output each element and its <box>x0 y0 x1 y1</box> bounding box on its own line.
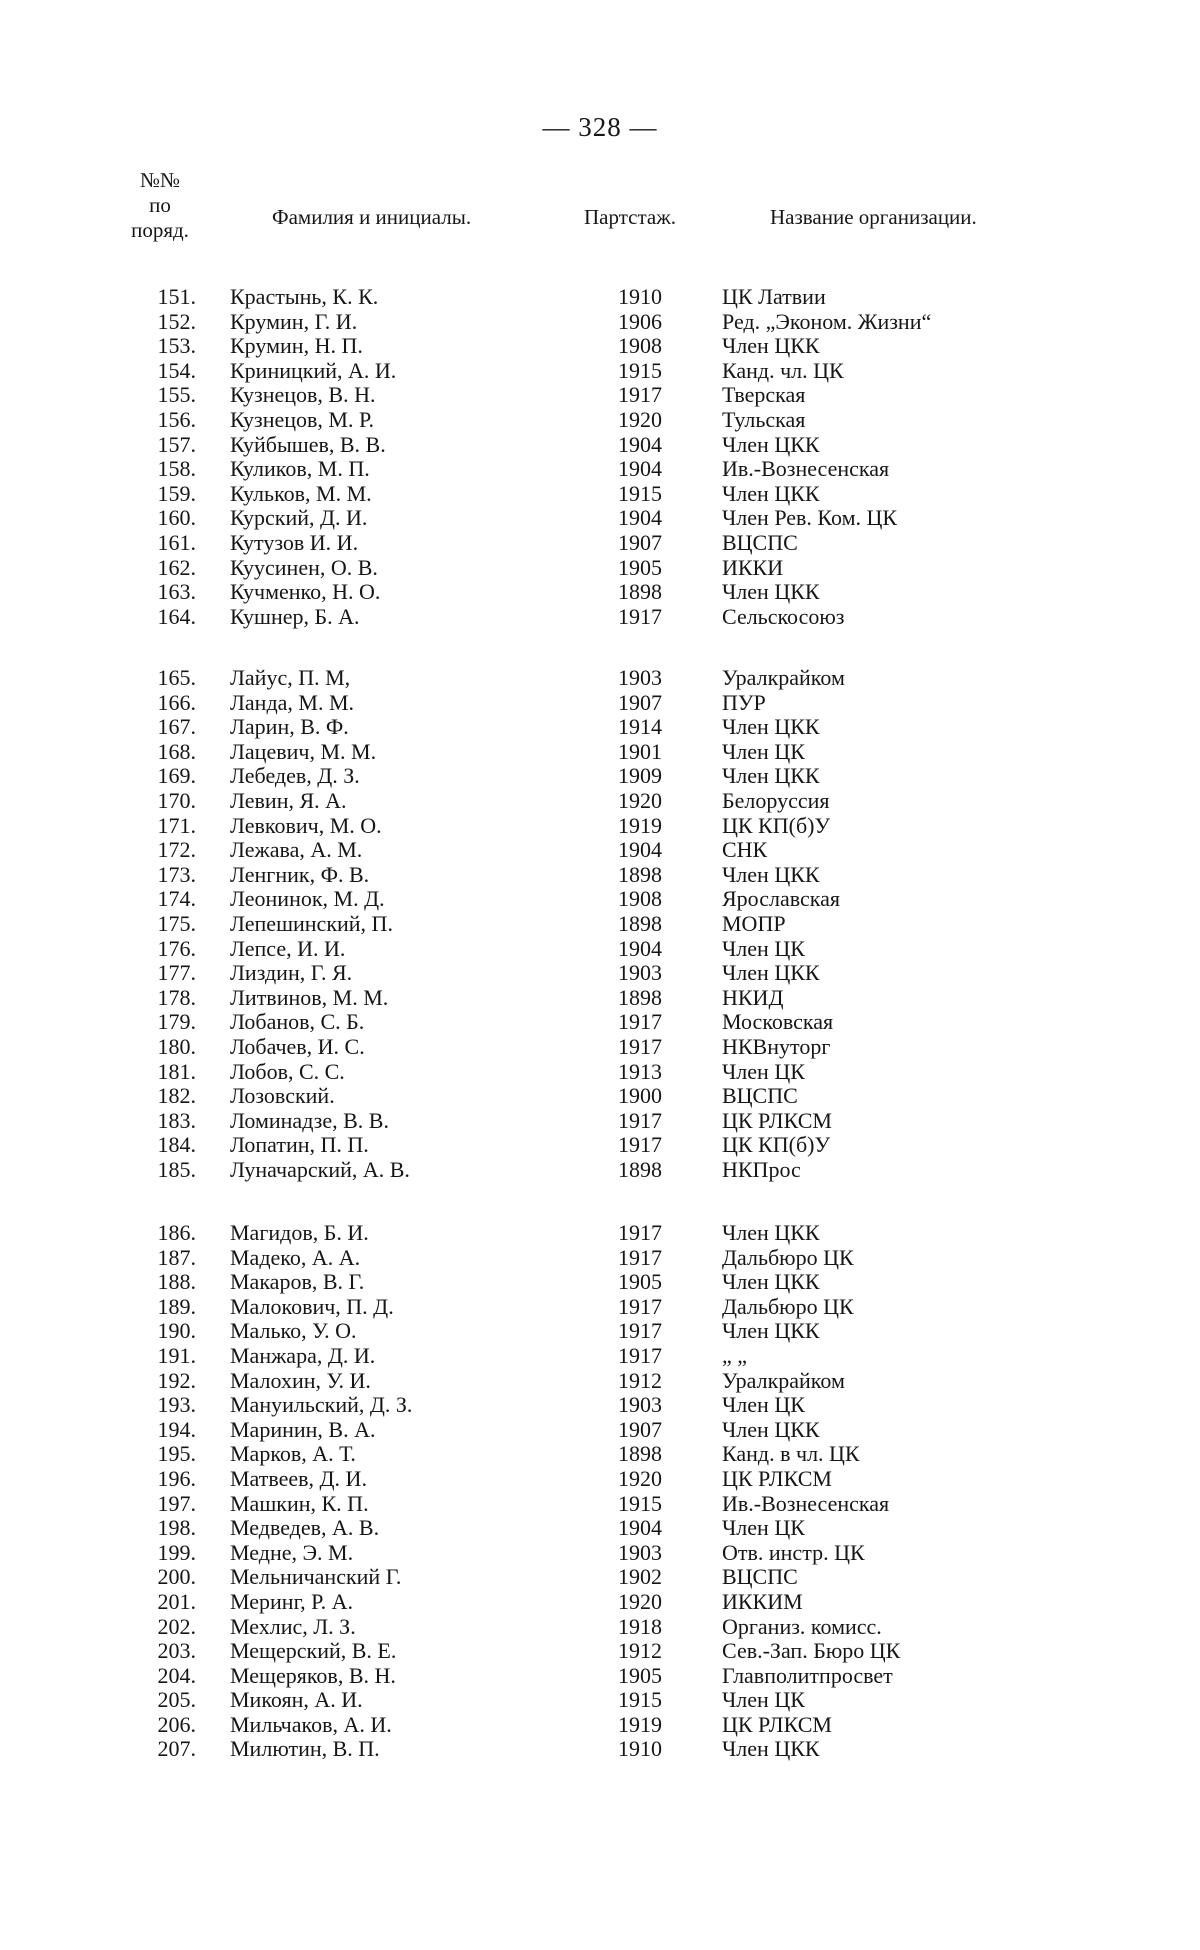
row-number: 182. <box>157 1083 196 1109</box>
header-number-line3: поряд. <box>131 218 189 242</box>
row-year: 1917 <box>618 1293 662 1319</box>
row-organization: Член ЦКК <box>722 1416 820 1442</box>
row-year: 1903 <box>618 1539 662 1565</box>
table-row <box>0 1369 1200 1394</box>
row-name: Меринг, Р. А. <box>230 1588 353 1614</box>
row-name: Литвинов, М. М. <box>230 984 389 1010</box>
page-number: — 328 — <box>542 112 658 142</box>
row-year: 1918 <box>618 1613 662 1639</box>
row-year: 1917 <box>618 1220 662 1245</box>
row-organization: ИККИМ <box>722 1588 803 1614</box>
table-row <box>0 1158 1200 1183</box>
header-name-column: Фамилия и инициалы. <box>272 205 472 229</box>
row-number: 166. <box>157 689 196 715</box>
table-row <box>0 1590 1200 1615</box>
table-row <box>0 605 1200 630</box>
row-organization: ВЦСПС <box>722 1564 798 1590</box>
row-name: Кучменко, Н. О. <box>230 579 381 605</box>
table-row <box>0 1010 1200 1035</box>
table-row <box>0 1084 1200 1109</box>
row-organization: СНК <box>722 837 768 863</box>
row-name: Леонинок, М. Д. <box>230 886 385 912</box>
row-name: Кузнецов, В. Н. <box>230 382 376 408</box>
row-organization: Сельскосоюз <box>722 603 845 629</box>
row-number: 162. <box>157 554 196 580</box>
row-year: 1920 <box>618 787 662 813</box>
row-year: 1905 <box>618 1269 662 1295</box>
row-organization: Тульская <box>722 406 806 432</box>
row-number: 168. <box>157 738 196 764</box>
row-number: 185. <box>157 1156 196 1182</box>
row-year: 1903 <box>618 960 662 986</box>
row-number: 189. <box>157 1293 196 1319</box>
row-number: 159. <box>157 480 196 506</box>
table-row <box>0 1492 1200 1517</box>
row-name: Крумин, Н. П. <box>230 333 363 359</box>
row-organization: Белоруссия <box>722 787 830 813</box>
table-row <box>0 715 1200 740</box>
row-organization: ЦК РЛКСМ <box>722 1711 832 1737</box>
table-row <box>0 482 1200 507</box>
table-row <box>0 310 1200 335</box>
row-year: 1898 <box>618 1156 662 1182</box>
row-organization: Член ЦКК <box>722 480 820 506</box>
row-number: 153. <box>157 333 196 359</box>
row-number: 169. <box>157 763 196 789</box>
row-name: Магидов, Б. И. <box>230 1220 369 1245</box>
row-year: 1917 <box>618 1009 662 1035</box>
row-name: Мельничанский Г. <box>230 1564 402 1590</box>
row-year: 1904 <box>618 1515 662 1541</box>
row-number: 193. <box>157 1392 196 1418</box>
table-row <box>0 457 1200 482</box>
row-name: Манжара, Д. И. <box>230 1342 376 1368</box>
row-organization: НКВнуторг <box>722 1033 831 1059</box>
row-number: 176. <box>157 935 196 961</box>
row-year: 1915 <box>618 480 662 506</box>
row-number: 181. <box>157 1058 196 1084</box>
row-name: Лацевич, М. М. <box>230 738 377 764</box>
row-number: 170. <box>157 787 196 813</box>
row-number: 172. <box>157 837 196 863</box>
row-number: 207. <box>157 1736 196 1762</box>
row-year: 1910 <box>618 1736 662 1762</box>
table-row <box>0 691 1200 716</box>
row-year: 1920 <box>618 406 662 432</box>
row-name: Курский, Д. И. <box>230 505 368 531</box>
row-name: Малохин, У. И. <box>230 1367 371 1393</box>
row-name: Мещерский, В. Е. <box>230 1638 397 1664</box>
row-name: Лайус, П. М, <box>230 665 351 690</box>
row-year: 1905 <box>618 1662 662 1688</box>
row-year: 1915 <box>618 357 662 383</box>
row-year: 1917 <box>618 1318 662 1344</box>
row-name: Ленгник, Ф. В. <box>230 861 370 887</box>
row-organization: ИККИ <box>722 554 784 580</box>
row-organization: ЦК Латвии <box>722 284 826 309</box>
row-name: Куусинен, О. В. <box>230 554 378 580</box>
row-organization: Член ЦК <box>722 1392 805 1418</box>
row-organization: Ред. „Эконом. Жизни“ <box>722 308 932 334</box>
row-name: Крумин, Г. И. <box>230 308 358 334</box>
table-row <box>0 433 1200 458</box>
row-name: Лебедев, Д. З. <box>230 763 360 789</box>
row-year: 1917 <box>618 1342 662 1368</box>
section-k <box>0 285 1200 629</box>
row-number: 184. <box>157 1132 196 1158</box>
row-name: Матвеев, Д. И. <box>230 1465 367 1491</box>
row-organization: Отв. инстр. ЦК <box>722 1539 865 1565</box>
row-number: 156. <box>157 406 196 432</box>
row-year: 1920 <box>618 1465 662 1491</box>
row-year: 1901 <box>618 738 662 764</box>
row-number: 151. <box>157 284 196 309</box>
row-name: Лепсе, И. И. <box>230 935 346 961</box>
row-organization: Член ЦК <box>722 1515 805 1541</box>
table-row <box>0 1060 1200 1085</box>
row-year: 1915 <box>618 1490 662 1516</box>
table-row <box>0 580 1200 605</box>
row-name: Лопатин, П. П. <box>230 1132 369 1158</box>
row-organization: ВЦСПС <box>722 529 798 555</box>
table-row <box>0 1109 1200 1134</box>
row-number: 190. <box>157 1318 196 1344</box>
row-number: 186. <box>157 1220 196 1245</box>
row-year: 1917 <box>618 1132 662 1158</box>
row-year: 1910 <box>618 284 662 309</box>
table-row <box>0 1035 1200 1060</box>
row-year: 1914 <box>618 714 662 740</box>
row-number: 198. <box>157 1515 196 1541</box>
row-year: 1913 <box>618 1058 662 1084</box>
row-organization: Член ЦК <box>722 738 805 764</box>
row-name: Левин, Я. А. <box>230 787 347 813</box>
row-number: 174. <box>157 886 196 912</box>
row-year: 1906 <box>618 308 662 334</box>
table-row <box>0 1133 1200 1158</box>
row-organization: ВЦСПС <box>722 1083 798 1109</box>
row-number: 155. <box>157 382 196 408</box>
row-number: 192. <box>157 1367 196 1393</box>
table-row <box>0 1737 1200 1762</box>
row-organization: ЦК КП(б)У <box>722 1132 831 1158</box>
row-year: 1904 <box>618 456 662 482</box>
row-name: Кутузов И. И. <box>230 529 359 555</box>
row-organization: Дальбюро ЦК <box>722 1244 854 1270</box>
row-organization: Член ЦКК <box>722 1318 820 1344</box>
table-row <box>0 531 1200 556</box>
row-year: 1917 <box>618 603 662 629</box>
row-name: Кузнецов, М. Р. <box>230 406 374 432</box>
header-year-column: Партстаж. <box>584 205 676 229</box>
table-row <box>0 1541 1200 1566</box>
table-row <box>0 1270 1200 1295</box>
table-header <box>0 168 1200 258</box>
row-number: 164. <box>157 603 196 629</box>
row-year: 1904 <box>618 431 662 457</box>
row-name: Кульков, М. М. <box>230 480 372 506</box>
row-number: 165. <box>157 665 196 690</box>
table-row <box>0 1516 1200 1541</box>
row-organization: Уралкрайком <box>722 665 845 690</box>
row-organization: Член ЦКК <box>722 333 820 359</box>
row-year: 1898 <box>618 984 662 1010</box>
table-row <box>0 1713 1200 1738</box>
row-number: 206. <box>157 1711 196 1737</box>
row-organization: „ „ <box>722 1342 748 1368</box>
row-number: 180. <box>157 1033 196 1059</box>
table-row <box>0 740 1200 765</box>
row-organization: Член ЦК <box>722 935 805 961</box>
row-organization: Член ЦКК <box>722 960 820 986</box>
row-name: Макаров, В. Г. <box>230 1269 365 1295</box>
row-name: Малокович, П. Д. <box>230 1293 394 1319</box>
row-organization: Главполитпросвет <box>722 1662 893 1688</box>
row-name: Лозовский. <box>230 1083 335 1109</box>
table-row <box>0 556 1200 581</box>
header-number-line2: по <box>149 193 171 217</box>
row-year: 1904 <box>618 935 662 961</box>
row-year: 1905 <box>618 554 662 580</box>
row-year: 1920 <box>618 1588 662 1614</box>
table-row <box>0 887 1200 912</box>
row-organization: Член ЦКК <box>722 1736 820 1762</box>
row-name: Куйбышев, В. В. <box>230 431 386 457</box>
row-year: 1912 <box>618 1367 662 1393</box>
row-number: 199. <box>157 1539 196 1565</box>
row-year: 1902 <box>618 1564 662 1590</box>
row-name: Кушнер, Б. А. <box>230 603 360 629</box>
row-year: 1917 <box>618 1033 662 1059</box>
table-row <box>0 961 1200 986</box>
row-name: Мадеко, А. А. <box>230 1244 361 1270</box>
row-year: 1903 <box>618 1392 662 1418</box>
row-year: 1917 <box>618 382 662 408</box>
section-l <box>0 666 1200 1182</box>
row-year: 1898 <box>618 861 662 887</box>
table-row <box>0 1442 1200 1467</box>
row-organization: Канд. чл. ЦК <box>722 357 844 383</box>
table-row <box>0 1221 1200 1246</box>
row-name: Крастынь, К. К. <box>230 284 379 309</box>
row-number: 167. <box>157 714 196 740</box>
table-row <box>0 1565 1200 1590</box>
row-organization: Член ЦК <box>722 1058 805 1084</box>
row-name: Марков, А. Т. <box>230 1441 356 1467</box>
row-number: 201. <box>157 1588 196 1614</box>
table-row <box>0 814 1200 839</box>
row-year: 1907 <box>618 1416 662 1442</box>
table-row <box>0 1246 1200 1271</box>
row-year: 1908 <box>618 886 662 912</box>
table-row <box>0 789 1200 814</box>
section-m <box>0 1221 1200 1762</box>
table-row <box>0 912 1200 937</box>
row-year: 1917 <box>618 1107 662 1133</box>
row-number: 152. <box>157 308 196 334</box>
row-number: 161. <box>157 529 196 555</box>
table-row <box>0 1664 1200 1689</box>
table-row <box>0 1393 1200 1418</box>
row-number: 183. <box>157 1107 196 1133</box>
row-organization: Московская <box>722 1009 834 1035</box>
row-number: 160. <box>157 505 196 531</box>
row-name: Лобанов, С. Б. <box>230 1009 365 1035</box>
row-name: Мещеряков, В. Н. <box>230 1662 396 1688</box>
row-number: 195. <box>157 1441 196 1467</box>
row-year: 1919 <box>618 812 662 838</box>
row-name: Лежава, А. М. <box>230 837 363 863</box>
table-row <box>0 1344 1200 1369</box>
table-row <box>0 1639 1200 1664</box>
row-number: 154. <box>157 357 196 383</box>
row-number: 163. <box>157 579 196 605</box>
row-organization: Член ЦКК <box>722 763 820 789</box>
table-row <box>0 1688 1200 1713</box>
row-year: 1919 <box>618 1711 662 1737</box>
row-number: 171. <box>157 812 196 838</box>
row-name: Микоян, А. И. <box>230 1687 363 1713</box>
table-row <box>0 1418 1200 1443</box>
table-row <box>0 359 1200 384</box>
row-organization: Член ЦКК <box>722 861 820 887</box>
row-number: 204. <box>157 1662 196 1688</box>
row-year: 1898 <box>618 910 662 936</box>
table-row <box>0 383 1200 408</box>
table-row <box>0 764 1200 789</box>
row-year: 1912 <box>618 1638 662 1664</box>
row-name: Лепешинский, П. <box>230 910 393 936</box>
row-name: Лиздин, Г. Я. <box>230 960 353 986</box>
row-name: Ларин, В. Ф. <box>230 714 349 740</box>
row-organization: Член ЦКК <box>722 1220 820 1245</box>
row-year: 1907 <box>618 689 662 715</box>
row-year: 1904 <box>618 505 662 531</box>
table-row <box>0 1319 1200 1344</box>
row-name: Ломинадзе, В. В. <box>230 1107 389 1133</box>
row-name: Криницкий, А. И. <box>230 357 397 383</box>
row-organization: Канд. в чл. ЦК <box>722 1441 860 1467</box>
row-organization: Член Рев. Ком. ЦК <box>722 505 898 531</box>
table-row <box>0 408 1200 433</box>
row-name: Лобачев, И. С. <box>230 1033 365 1059</box>
row-number: 173. <box>157 861 196 887</box>
row-organization: Член ЦКК <box>722 579 820 605</box>
row-organization: Член ЦКК <box>722 1269 820 1295</box>
row-number: 202. <box>157 1613 196 1639</box>
row-number: 188. <box>157 1269 196 1295</box>
row-number: 179. <box>157 1009 196 1035</box>
row-year: 1900 <box>618 1083 662 1109</box>
row-organization: Ив.-Вознесенская <box>722 456 890 482</box>
row-number: 194. <box>157 1416 196 1442</box>
row-organization: Тверская <box>722 382 806 408</box>
row-organization: Сев.-Зап. Бюро ЦК <box>722 1638 901 1664</box>
row-year: 1909 <box>618 763 662 789</box>
row-organization: ЦК КП(б)У <box>722 812 831 838</box>
row-name: Медведев, А. В. <box>230 1515 380 1541</box>
row-organization: Организ. комисс. <box>722 1613 882 1639</box>
row-number: 177. <box>157 960 196 986</box>
row-number: 157. <box>157 431 196 457</box>
table-row <box>0 334 1200 359</box>
row-organization: ЦК РЛКСМ <box>722 1107 832 1133</box>
row-organization: Член ЦКК <box>722 431 820 457</box>
row-name: Малько, У. О. <box>230 1318 357 1344</box>
row-year: 1904 <box>618 837 662 863</box>
row-name: Куликов, М. П. <box>230 456 370 482</box>
row-name: Левкович, М. О. <box>230 812 382 838</box>
row-organization: НКПрос <box>722 1156 801 1182</box>
row-number: 178. <box>157 984 196 1010</box>
row-number: 203. <box>157 1638 196 1664</box>
row-organization: ПУР <box>722 689 766 715</box>
table-row <box>0 937 1200 962</box>
table-row <box>0 285 1200 310</box>
table-row <box>0 1615 1200 1640</box>
row-organization: ЦК РЛКСМ <box>722 1465 832 1491</box>
row-organization: Уралкрайком <box>722 1367 845 1393</box>
row-name: Лобов, С. С. <box>230 1058 345 1084</box>
row-name: Медне, Э. М. <box>230 1539 354 1565</box>
row-name: Маринин, В. А. <box>230 1416 376 1442</box>
row-number: 205. <box>157 1687 196 1713</box>
row-name: Мануильский, Д. З. <box>230 1392 413 1418</box>
row-year: 1898 <box>618 1441 662 1467</box>
header-number-column <box>110 168 210 243</box>
row-year: 1898 <box>618 579 662 605</box>
row-organization: Ярославская <box>722 886 840 912</box>
row-number: 191. <box>157 1342 196 1368</box>
row-year: 1915 <box>618 1687 662 1713</box>
table-row <box>0 666 1200 691</box>
row-organization: Ив.-Вознесенская <box>722 1490 890 1516</box>
row-number: 187. <box>157 1244 196 1270</box>
row-name: Ланда, М. М. <box>230 689 355 715</box>
row-organization: Член ЦК <box>722 1687 805 1713</box>
row-number: 175. <box>157 910 196 936</box>
row-organization: НКИД <box>722 984 784 1010</box>
header-org-column: Название организации. <box>770 205 977 229</box>
table-row <box>0 506 1200 531</box>
row-name: Милютин, В. П. <box>230 1736 380 1762</box>
table-row <box>0 1295 1200 1320</box>
row-organization: Дальбюро ЦК <box>722 1293 854 1319</box>
row-year: 1903 <box>618 665 662 690</box>
row-name: Луначарский, А. В. <box>230 1156 410 1182</box>
row-number: 200. <box>157 1564 196 1590</box>
row-organization: МОПР <box>722 910 786 936</box>
row-year: 1907 <box>618 529 662 555</box>
table-row <box>0 1467 1200 1492</box>
row-organization: Член ЦКК <box>722 714 820 740</box>
row-name: Мехлис, Л. З. <box>230 1613 356 1639</box>
row-year: 1908 <box>618 333 662 359</box>
table-row <box>0 863 1200 888</box>
row-number: 197. <box>157 1490 196 1516</box>
table-row <box>0 986 1200 1011</box>
row-name: Машкин, К. П. <box>230 1490 369 1516</box>
row-number: 158. <box>157 456 196 482</box>
header-number-line1: №№ <box>139 168 181 192</box>
row-name: Мильчаков, А. И. <box>230 1711 392 1737</box>
row-year: 1917 <box>618 1244 662 1270</box>
table-row <box>0 838 1200 863</box>
row-number: 196. <box>157 1465 196 1491</box>
